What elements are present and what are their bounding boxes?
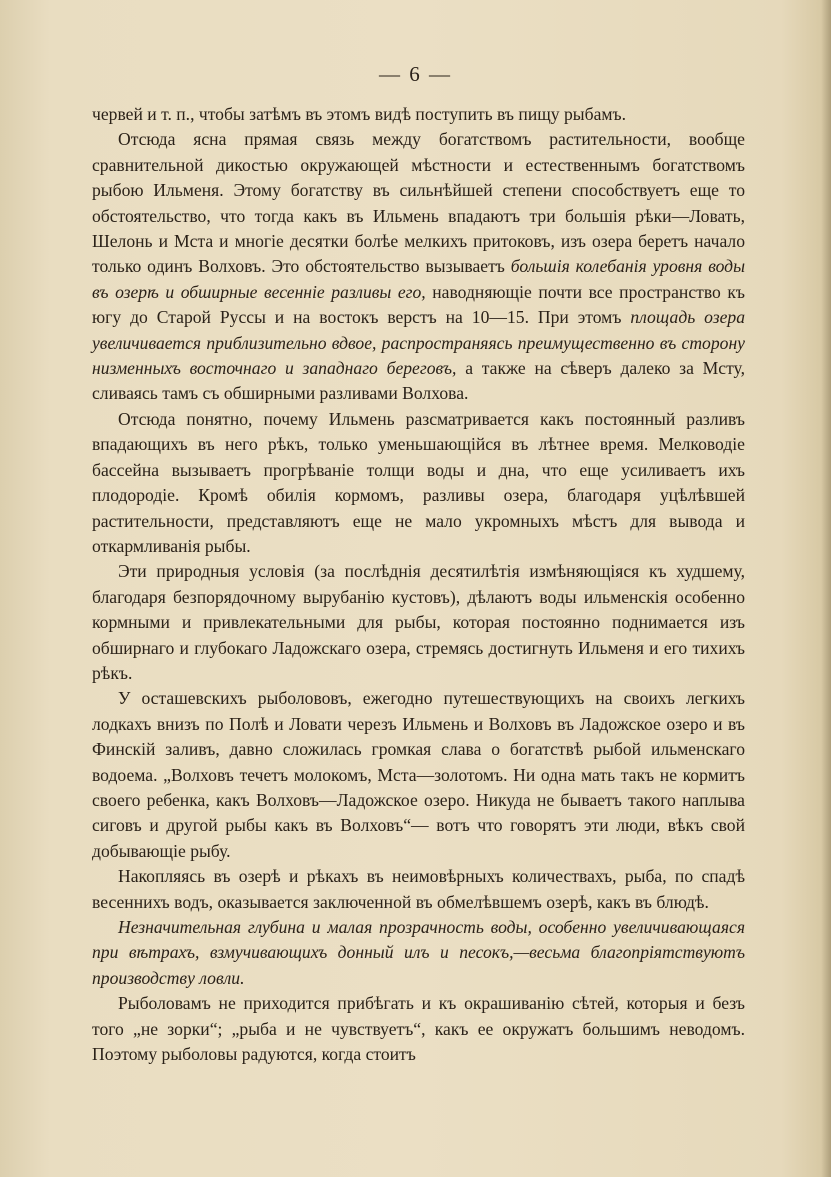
text-run: Отсюда понятно, почему Ильмень разсматривается какъ постоянный разливъ впадающихъ въ него рѣкъ, только уменьшающійся въ лѣтнее время. Мелководіе бассейна вызываетъ прогрѣваніе толщи воды и дна, что еще усиливаетъ ихъ плодородіе. Кромѣ обилія кормомъ, разливы озера, благодаря уцѣлѣвшей растительности, представляютъ еще не мало укромныхъ мѣстъ для вывода и откармливанія рыбы.	[92, 408, 745, 556]
paragraph	[92, 559, 745, 686]
text-run: У осташевскихъ рыболововъ, ежегодно путешествующихъ на своихъ легкихъ лодкахъ внизъ по Полѣ и Ловати черезъ Ильмень и Волховъ въ Ладожское озеро и въ Финскій заливъ, давно сложилась громкая слава о богатствѣ рыбой ильменскаго водоема. „Волховъ течетъ молокомъ, Мста—золотомъ. Ни одна мать такъ не кормитъ своего ребенка, какъ Волховъ—Ладожское озеро. Никуда не бываетъ такого наплыва сиговъ и другой рыбы какъ въ Волховъ“— вотъ что говорятъ эти люди, вѣкъ свой добывающіе рыбу.	[92, 688, 745, 861]
paragraph	[92, 407, 745, 559]
text-run: Накопляясь въ озерѣ и рѣкахъ въ неимовѣрныхъ количествахъ, рыба, по спадѣ весеннихъ водъ, оказывается заключенной въ обмелѣвшемъ озерѣ, какъ въ блюдѣ.	[92, 866, 745, 912]
italic-text-run: большія колебанія уровня воды въ озерѣ и обширные весенніе разливы его,	[92, 256, 745, 302]
text-run: Рыболовамъ не приходится прибѣгать и къ окрашиванію сѣтей, которыя и безъ того „не зорки“; „рыба и не чувствуетъ“, какъ ее окружатъ большимъ неводомъ. Поэтому рыболовы радуются, когда стоитъ	[92, 993, 745, 1065]
paragraph	[92, 102, 745, 127]
text-run: а также на сѣверъ далеко за Мсту, сливаясь тамъ съ обширными разливами Волхова.	[92, 358, 745, 404]
text-run: червей и т. п., чтобы затѣмъ въ этомъ видѣ поступить въ пищу рыбамъ.	[92, 104, 627, 124]
paragraph	[92, 915, 745, 991]
paragraph	[92, 991, 745, 1067]
body-text	[92, 102, 745, 1067]
italic-text-run: Незначительная глубина и малая прозрачность воды, особенно увеличивающаяся при вѣтрахъ, взмучивающихъ донный илъ и песокъ,—весьма благопріятствуютъ производству ловли.	[92, 917, 745, 988]
italic-text-run: площадь озера увеличивается приблизительно вдвое, распространяясь преимущественно въ сторону низменныхъ восточнаго и западнаго береговъ,	[92, 307, 745, 379]
text-run: Отсюда ясна прямая связь между богатствомъ растительности, вообще сравнительной дикостью окружающей мѣстности и естественнымъ богатствомъ рыбою Ильменя. Этому богатству въ сильнѣйшей степени способствуетъ еще то обстоятельство, что тогда какъ въ Ильмень впадаютъ три большія рѣки—Ловать, Шелонь и Мста и многіе десятки болѣе мелкихъ притоковъ, изъ озера беретъ начало только одинъ Волховъ. Это обстоятельство вызываетъ	[92, 129, 745, 277]
text-run: Эти природныя условія (за послѣднія десятилѣтія измѣняющіяся къ худшему, благодаря безпорядочному вырубанію кустовъ), дѣлаютъ воды ильменскія особенно кормными и привлекательными для рыбы, которая постоянно поднимается изъ обширнаго и глубокаго Ладожскаго озера, стремясь достигнуть Ильменя и его тихихъ рѣкъ.	[92, 561, 745, 683]
page-number: — 6 —	[379, 62, 452, 86]
page-edge-shadow	[821, 0, 831, 1177]
paragraph	[92, 686, 745, 864]
paragraph	[92, 864, 745, 915]
text-run: наводняющіе почти все пространство къ югу до Старой Руссы и на востокъ верстъ на 10—15. При этомъ	[92, 281, 745, 328]
paragraph	[92, 127, 745, 406]
